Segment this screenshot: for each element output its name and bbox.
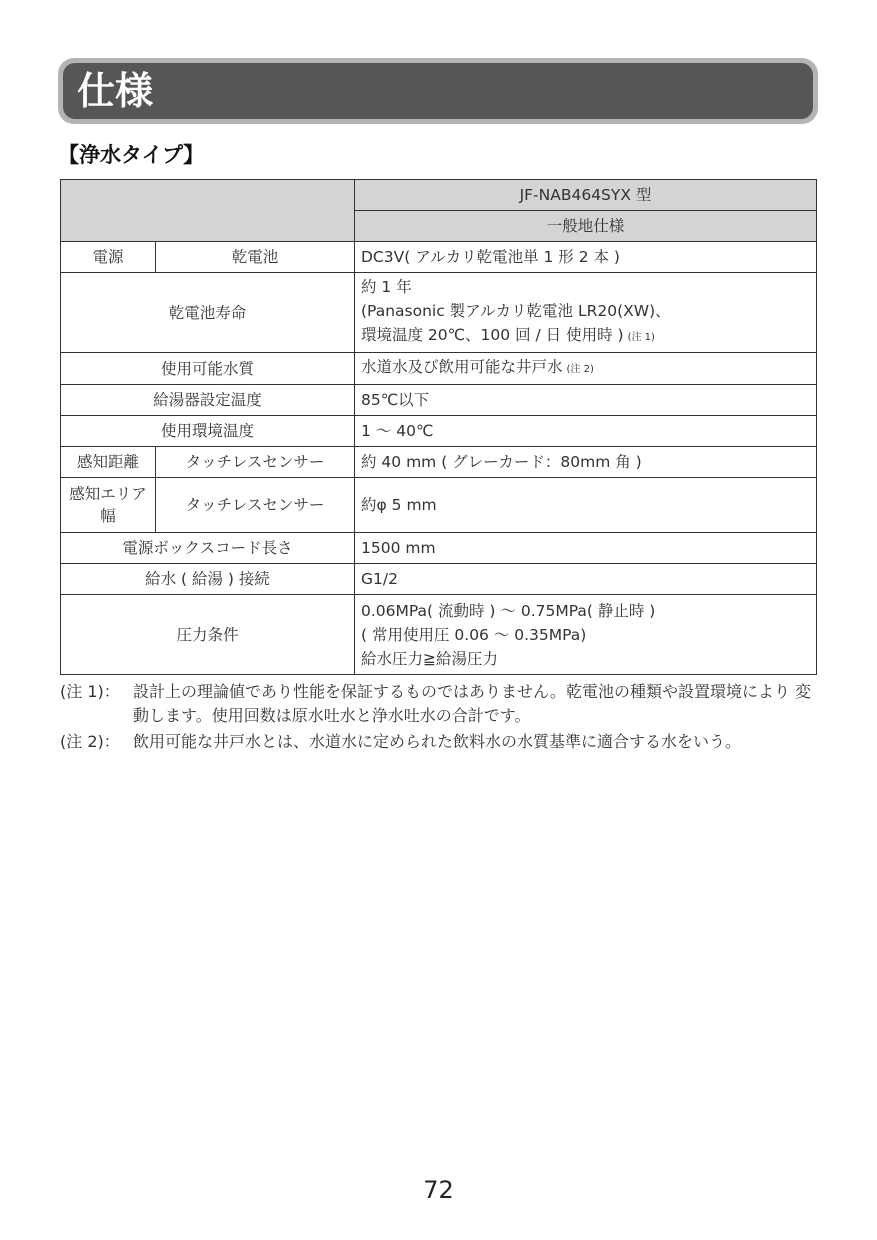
heater-temp-label: 給湯器設定温度 xyxy=(61,385,355,416)
sensing-area-label: 感知エリア幅 xyxy=(61,478,156,533)
sensing-area-value: 約φ 5 mm xyxy=(355,478,817,533)
table-row-heater-temp xyxy=(61,385,817,416)
table-row-ambient-temp xyxy=(61,416,817,447)
sensing-distance-value: 約 40 mm ( グレーカード：80mm 角 ) xyxy=(355,447,817,478)
note-ref-1: (注 1) xyxy=(627,332,655,343)
sensing-distance-label: 感知距離 xyxy=(61,447,156,478)
pressure-value xyxy=(355,595,817,675)
water-quality-value: 水道水及び飲用可能な井戸水 xyxy=(361,358,563,376)
table-row-pressure xyxy=(61,595,817,675)
page-title: 仕様 xyxy=(63,63,813,119)
note-1 xyxy=(60,680,820,728)
battery-life-line3-wrap xyxy=(361,323,810,350)
water-quality-value-cell xyxy=(355,353,817,385)
power-label: 電源 xyxy=(61,242,156,273)
note-1-label: (注 1)： xyxy=(60,682,120,701)
note-2-label: (注 2)： xyxy=(60,732,120,751)
sensing-distance-sub-label: タッチレスセンサー xyxy=(156,447,355,478)
battery-life-label: 乾電池寿命 xyxy=(61,273,355,353)
section-heading: 【浄水タイプ】 xyxy=(58,143,205,167)
table-row-sensing-distance xyxy=(61,447,817,478)
table-row-power xyxy=(61,242,817,273)
ambient-temp-label: 使用環境温度 xyxy=(61,416,355,447)
pressure-line3: 給水圧力≧給湯圧力 xyxy=(361,649,498,668)
battery-life-line1: 約 1 年 xyxy=(361,278,412,296)
battery-life-value xyxy=(355,273,817,353)
power-cord-value: 1500 mm xyxy=(355,533,817,564)
note-2-text: 飲用可能な井戸水とは、水道水に定められた飲料水の水質基準に適合する水をいう。 xyxy=(133,732,742,751)
table-row-power-cord xyxy=(61,533,817,564)
table-row-sensing-area xyxy=(61,478,817,533)
heater-temp-value: 85℃以下 xyxy=(355,385,817,416)
note-ref-2: (注 2) xyxy=(566,364,594,375)
spec-table xyxy=(60,179,817,675)
table-row-water-quality xyxy=(61,353,817,385)
note-2 xyxy=(60,730,820,754)
model-header: JF-NAB464SYX 型 xyxy=(355,180,817,211)
spec-type-header: 一般地仕様 xyxy=(355,211,817,242)
notes xyxy=(60,680,820,756)
pressure-label: 圧力条件 xyxy=(61,595,355,675)
power-cord-label: 電源ボックスコード長さ xyxy=(61,533,355,564)
connection-label: 給水 ( 給湯 ) 接続 xyxy=(61,564,355,595)
battery-life-line2: (Panasonic 製アルカリ乾電池 LR20(XW)、 xyxy=(361,302,671,320)
power-sub-label: 乾電池 xyxy=(156,242,355,273)
table-row-battery-life xyxy=(61,273,817,353)
title-bar xyxy=(58,58,818,124)
water-quality-label: 使用可能水質 xyxy=(61,353,355,385)
pressure-line1: 0.06MPa( 流動時 ) ～ 0.75MPa( 静止時 ) xyxy=(361,601,656,620)
power-value: DC3V( アルカリ乾電池単 1 形 2 本 ) xyxy=(355,242,817,273)
battery-life-line3: 環境温度 20℃、100 回 / 日 使用時 ) xyxy=(361,326,624,344)
pressure-line2: ( 常用使用圧 0.06 ～ 0.35MPa) xyxy=(361,625,587,644)
table-row-model xyxy=(61,180,817,211)
page-number: 72 xyxy=(423,1176,454,1204)
note-1-text: 設計上の理論値であり性能を保証するものではありません。乾電池の種類や設置環境により 変動します。使用回数は原水吐水と浄水吐水の合計です。 xyxy=(133,682,812,725)
table-header-blank xyxy=(61,180,355,242)
sensing-area-sub-label: タッチレスセンサー xyxy=(156,478,355,533)
ambient-temp-value: 1 ～ 40℃ xyxy=(355,416,817,447)
connection-value: G1/2 xyxy=(355,564,817,595)
table-row-connection xyxy=(61,564,817,595)
